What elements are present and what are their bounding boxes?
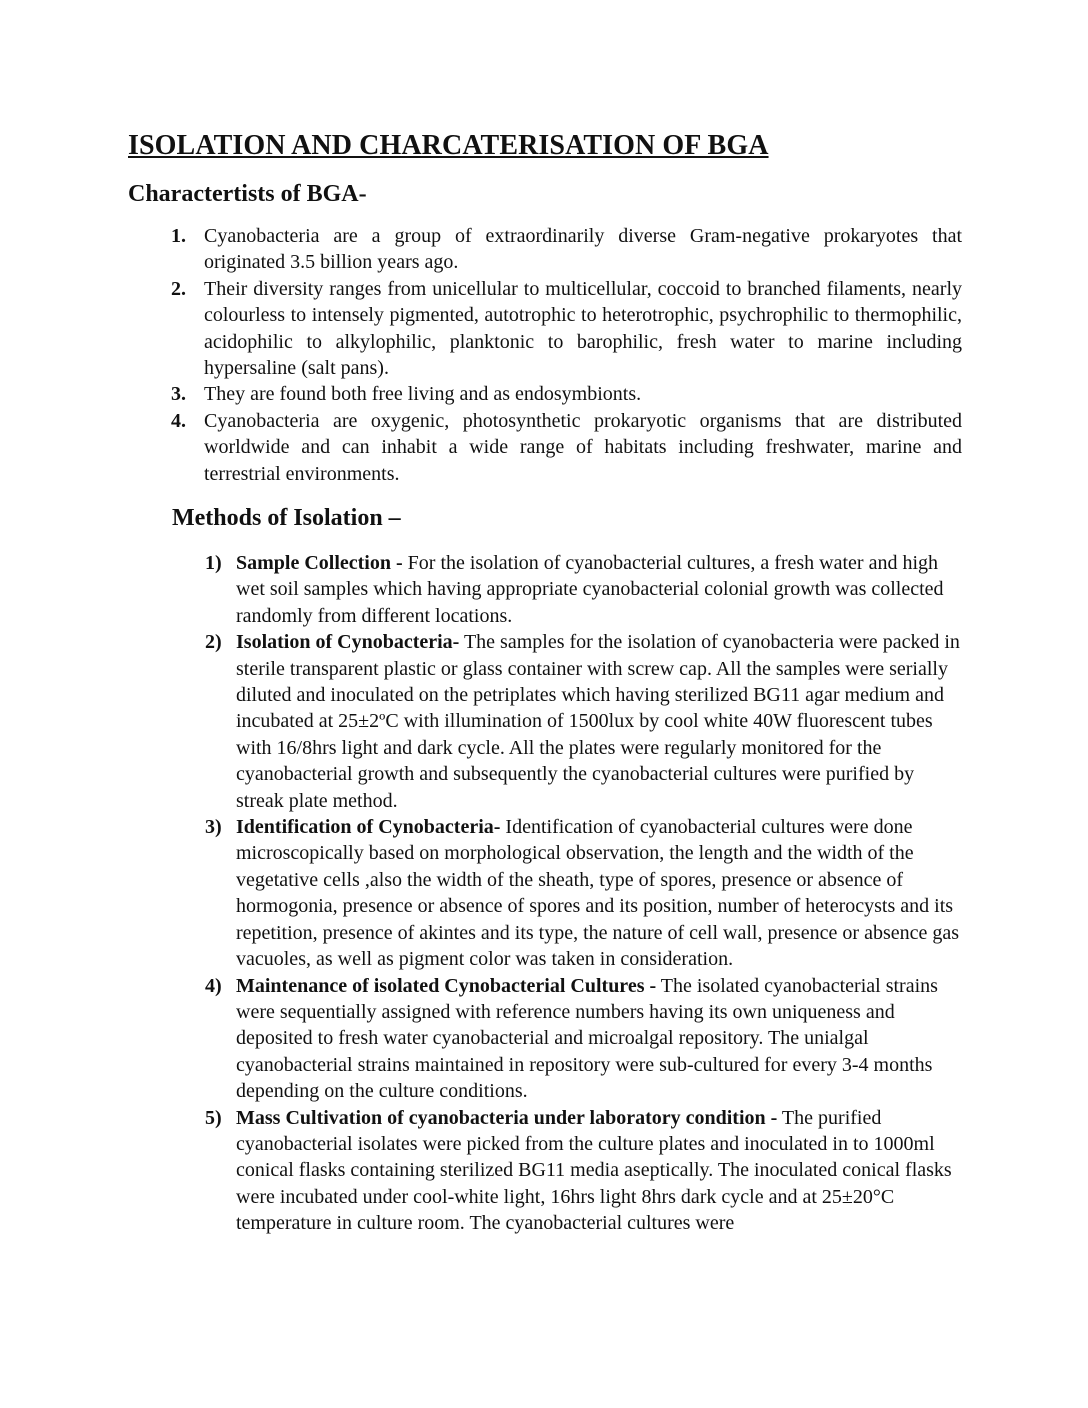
section-heading-characteristics: Charactertists of BGA- bbox=[128, 181, 367, 207]
list-item bbox=[200, 973, 962, 1105]
list-item-lead: Isolation of Cynobacteria- bbox=[236, 631, 460, 654]
list-item bbox=[200, 1105, 962, 1237]
list-item-text: For the isolation of cyanobacterial cultures, a fresh water and high wet soil samples which having appropriate cyanobacterial colonial growth was collected randomly from different locations. bbox=[236, 552, 944, 627]
list-item bbox=[168, 408, 962, 487]
list-item-lead: Identification of Cynobacteria- bbox=[236, 816, 501, 839]
list-item-number: 5) bbox=[205, 1106, 222, 1129]
list-item-number: 1. bbox=[171, 225, 186, 247]
list-item-number: 2. bbox=[171, 277, 186, 300]
list-item-lead: Mass Cultivation of cyanobacteria under laboratory condition - bbox=[236, 1106, 778, 1129]
list-item-number: 4. bbox=[171, 409, 186, 432]
list-item-number: 4) bbox=[205, 974, 222, 997]
list-item-text: Identification of cyanobacterial cultures were done microscopically based on morphological observation, the length and the width of the vegetative cells ,also the width of the sheath, type of spores, presence or absence of hormogonia, presence or absence of spores and its position, number of heterocysts and its repetition, presence of akintes and its type, the nature of cell wall, presence or absence gas vacuoles, as well as pigment color was taken in consideration. bbox=[236, 816, 960, 971]
list-item-text: They are found both free living and as endosymbionts. bbox=[204, 383, 642, 406]
list-item-text: The samples for the isolation of cyanobacteria were packed in sterile transparent plastic or glass container with screw cap. All the samples were serially diluted and inoculated on the petriplates which having sterilized BG11 agar medium and incubated at 25±2ºC with illumination of 1500lux by cool white 40W fluorescent tubes with 16/8hrs light and dark cycle. All the plates were regularly monitored for the cyanobacterial growth and subsequently the cyanobacterial cultures were purified by streak plate method. bbox=[236, 631, 960, 812]
list-item-text: Cyanobacteria are a group of extraordinarily diverse Gram-negative prokaryotes that originated 3.5 billion years ago. bbox=[204, 225, 962, 274]
characteristics-list bbox=[168, 223, 962, 487]
list-item-text: Their diversity ranges from unicellular to multicellular, coccoid to branched filaments, nearly colourless to intensely pigmented, autotrophic to heterotrophic, psychrophilic to thermophilic, acidophilic to alkylophilic, planktonic to barophilic, fresh water to marine including hypersaline (salt pans). bbox=[204, 277, 962, 380]
list-item bbox=[200, 814, 962, 972]
list-item-text: The isolated cyanobacterial strains were sequentially assigned with reference numbers having its own uniqueness and deposited to fresh water cyanobacterial and microalgal repository. The unialgal cyanobacterial strains maintained in repository were sub-cultured for every 3-4 months depending on the culture conditions. bbox=[236, 974, 938, 1103]
list-item-text: The purified cyanobacterial isolates were picked from the culture plates and inoculated in to 1000ml conical flasks containing sterilized BG11 media aseptically. The inoculated conical flasks were incubated under cool-white light, 16hrs light 8hrs dark cycle and at 25±20°C temperature in culture room. The cyanobacterial cultures were bbox=[236, 1106, 952, 1235]
list-item-number: 1) bbox=[205, 552, 222, 574]
list-item-number: 3. bbox=[171, 383, 186, 406]
list-item-text: Cyanobacteria are oxygenic, photosynthetic prokaryotic organisms that are distributed worldwide and can inhabit a wide range of habitats including freshwater, marine and terrestrial environments. bbox=[204, 409, 962, 485]
methods-list bbox=[200, 550, 962, 1237]
list-item-number: 3) bbox=[205, 816, 222, 839]
list-item bbox=[168, 223, 962, 276]
list-item-lead: Maintenance of isolated Cynobacterial Cultures - bbox=[236, 974, 657, 997]
page-title: ISOLATION AND CHARCATERISATION OF BGA bbox=[128, 130, 769, 161]
list-item bbox=[200, 629, 962, 814]
list-item bbox=[168, 276, 962, 382]
list-item bbox=[200, 550, 962, 629]
list-item-lead: Sample Collection - bbox=[236, 552, 403, 574]
list-item-number: 2) bbox=[205, 631, 222, 654]
section-heading-methods: Methods of Isolation – bbox=[172, 505, 401, 531]
list-item bbox=[168, 381, 962, 407]
